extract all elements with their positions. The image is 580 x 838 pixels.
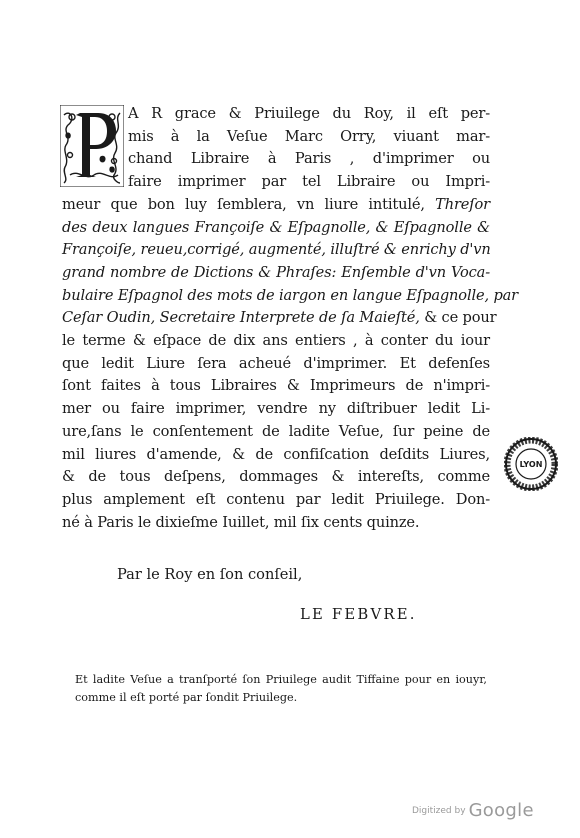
author-italic: Ceſar Oudin, Secretaire Interprete de ſa Maieſté, (62, 309, 420, 327)
text-line: mis à la Veſue Marc Orry, viuant mar- (128, 127, 490, 145)
text-line: & de tous deſpens, dommages & intereſts, comme (62, 468, 490, 486)
text-line: plus amplement eſt contenu par ledit Priuilege. Don- (62, 490, 490, 508)
watermark-small: Digitized by (412, 806, 466, 816)
text-line: faire imprimer par tel Libraire ou Impri- (128, 173, 490, 191)
text-line: chand Libraire à Paris , d'imprimer ou (128, 150, 490, 168)
text-line: A R grace & Priuilege du Roy, il eſt per- (128, 105, 490, 122)
digitized-by-google-watermark (412, 800, 534, 821)
text-line: le terme & eſpace de dix ans entiers , à conter du iour (62, 332, 490, 350)
note-line: comme il eſt porté par ſondit Priuilege. (75, 691, 298, 704)
text-line: mer ou faire imprimer, vendre ny diſtribuer ledit Li- (62, 400, 490, 418)
text-line (62, 262, 490, 285)
signature-le-febvre: LE FEBVRE. (300, 606, 417, 623)
text-line: né à Paris le dixieſme Iuillet, mil ſix cents quinze. (62, 513, 420, 531)
text-line (62, 239, 490, 262)
note-line: Et ladite Veſue a tranſporté ſon Priuilege audit Tiffaine pour en iouyr, (75, 673, 487, 686)
book-title-italic: des deux langues Françoiſe & Eſpagnolle, & Eſpagnolle & (62, 218, 490, 236)
text-line (62, 217, 490, 240)
transfer-note (75, 671, 487, 707)
book-title-italic: Threſor (435, 195, 490, 213)
google-logo-text: Google (468, 800, 534, 821)
book-title-italic: Françoiſe, reueu,corrigé, augmenté, illuſtré & enrichy d'vn (62, 241, 491, 259)
text-line (62, 285, 519, 308)
royal-council-line: Par le Roy en ſon conſeil, (117, 566, 303, 583)
book-title-italic: grand nombre de Dictions & Phraſes: Enſemble d'vn Voca- (62, 263, 490, 281)
privilege-text (62, 103, 519, 534)
text-line: ure,ſans le conſentement de ladite Veſue, ſur peine de (62, 422, 490, 440)
text-line: que ledit Liure ſera acheué d'imprimer. Et defenſes (62, 354, 490, 372)
text-line: mil liures d'amende, & de confiſcation deſdits Liures, (62, 445, 490, 463)
text-segment: meur que bon luy ſemblera, vn liure intitulé, (62, 195, 425, 213)
text-line (62, 194, 490, 217)
text-line: ſont faites à tous Libraires & Imprimeurs de n'impri- (62, 377, 490, 395)
library-stamp-icon (504, 437, 558, 491)
book-title-italic: bulaire Eſpagnol des mots de iargon en langue Eſpagnolle, par (62, 286, 519, 304)
text-segment: & ce pour (424, 309, 497, 327)
text-line (62, 307, 497, 330)
svg-text:LYON: LYON (519, 460, 543, 469)
